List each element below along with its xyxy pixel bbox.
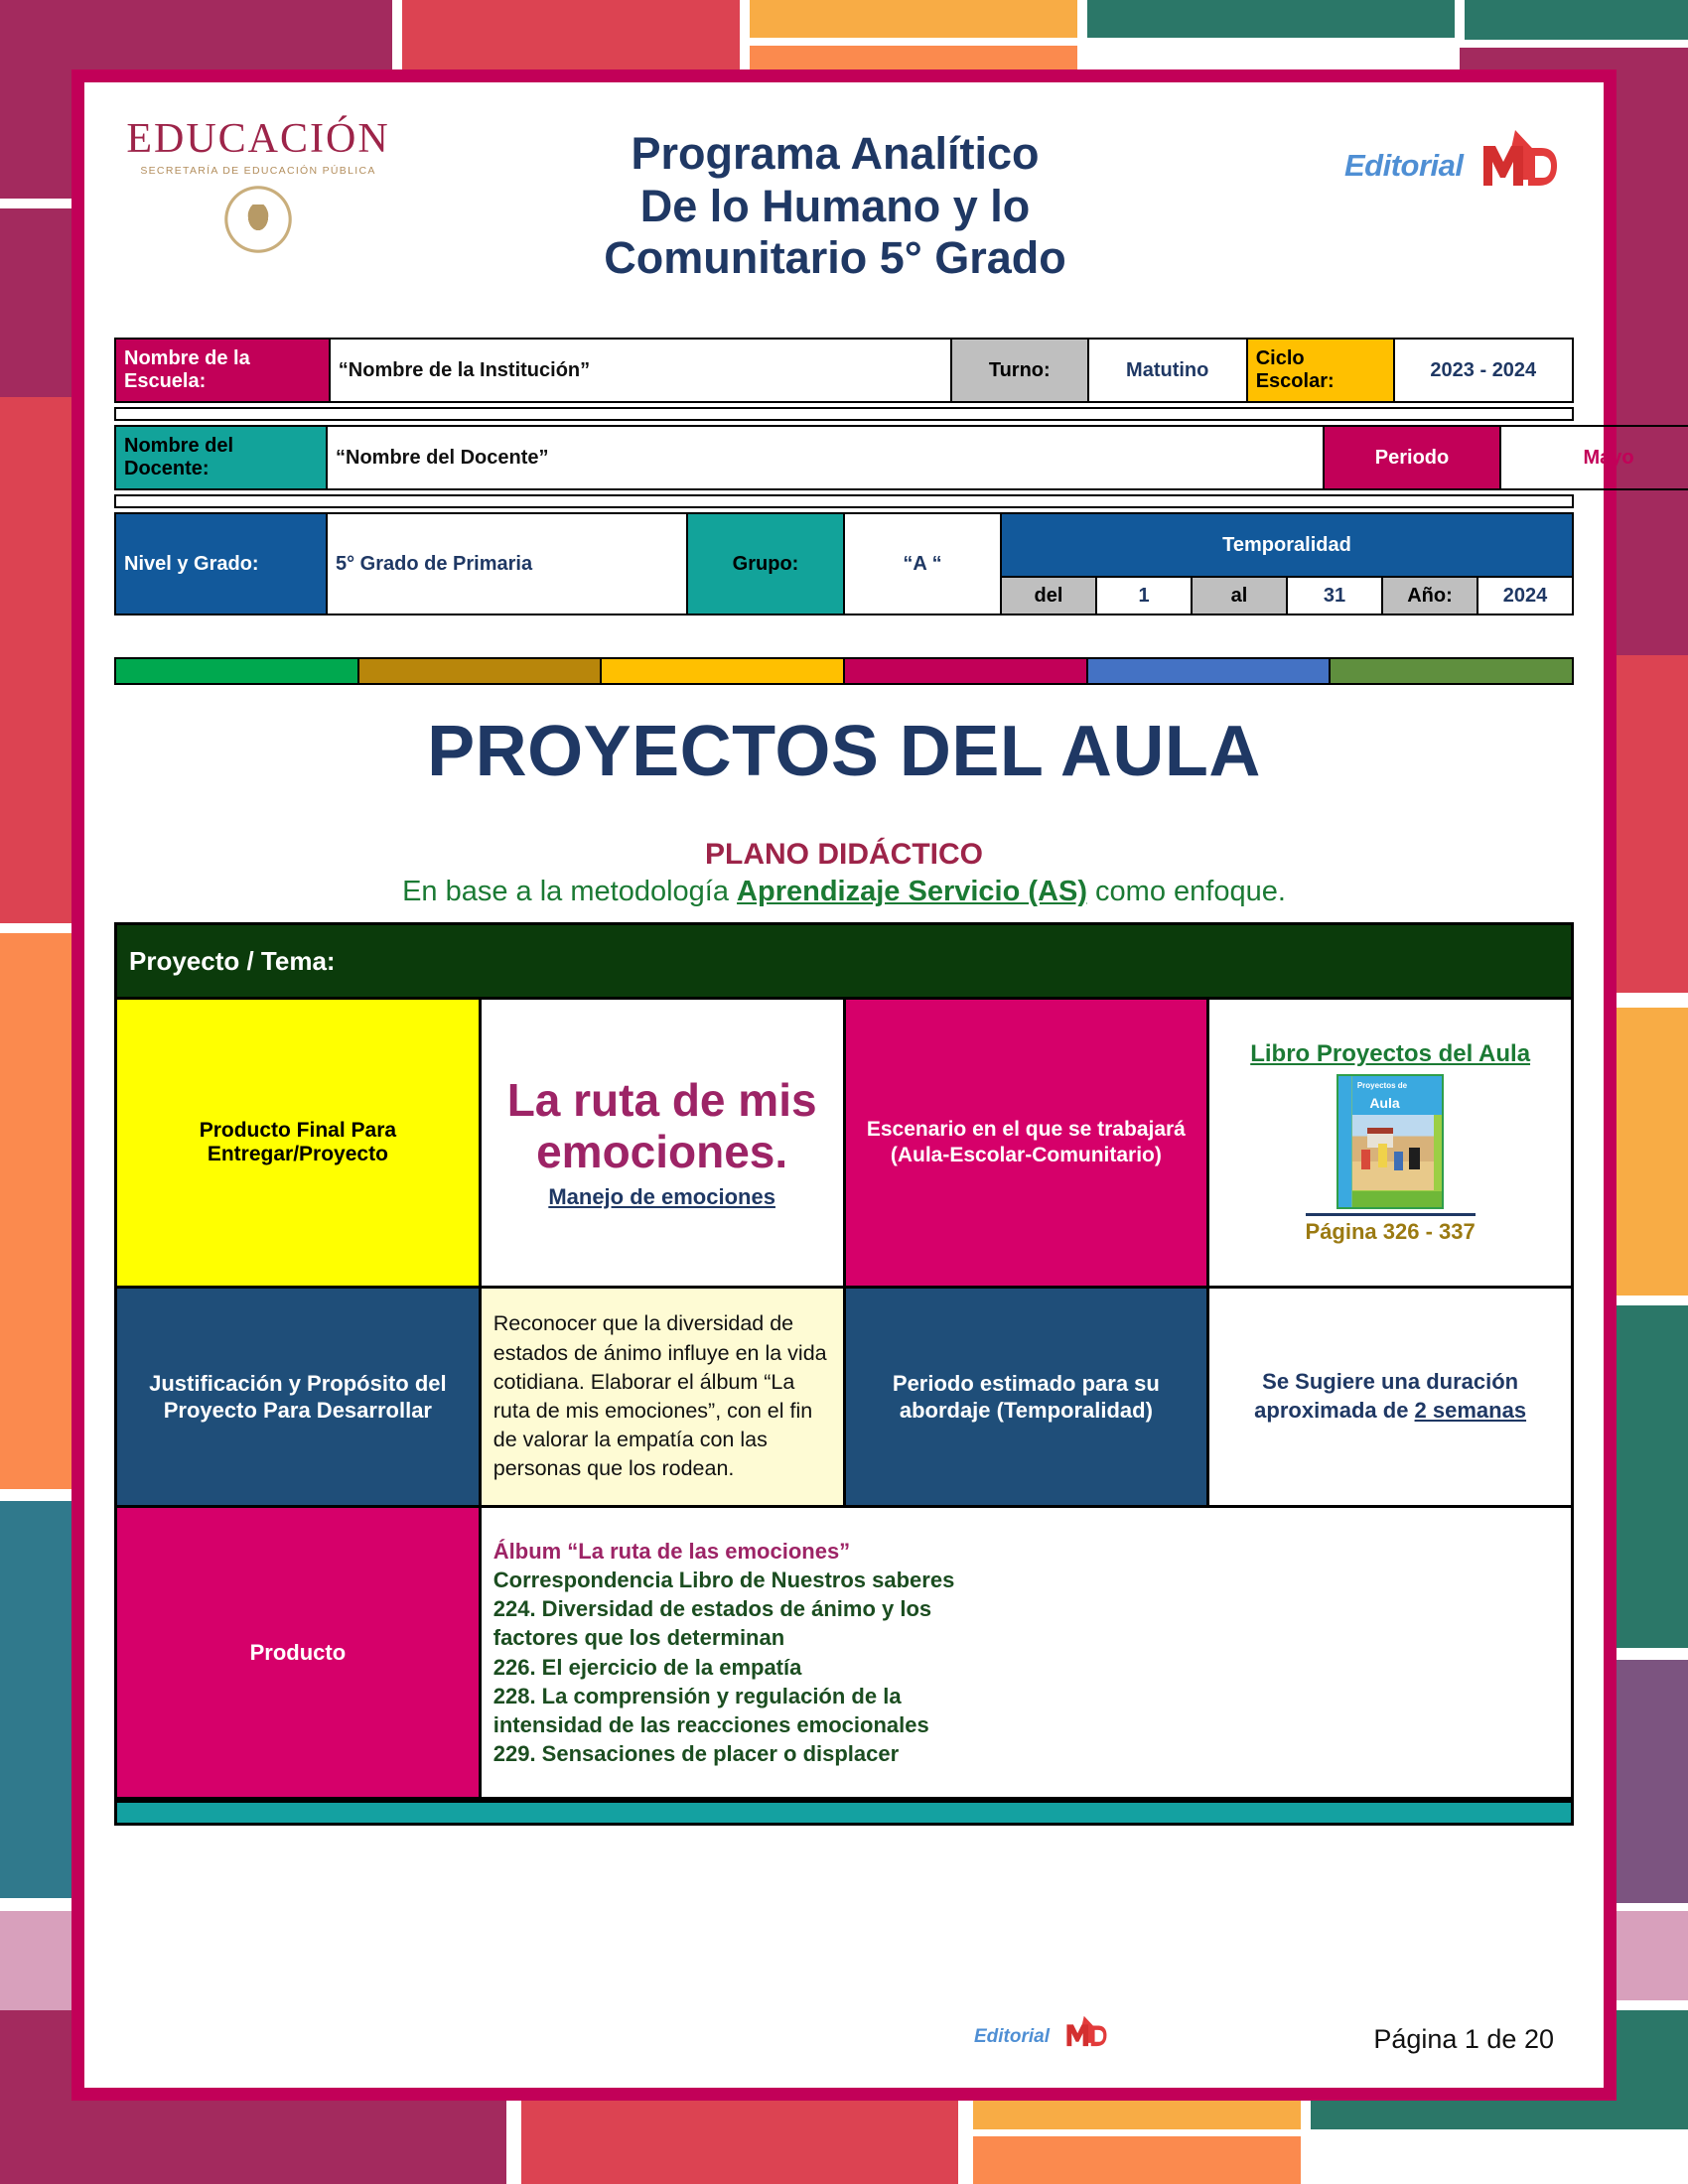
label-turno: Turno: — [951, 339, 1088, 402]
info-spacer-table-2 — [114, 494, 1574, 508]
value-justificacion[interactable]: Reconocer que la diversidad de estados de ánimo influye en la vida cotidiana. Elaborar el álbum “La ruta de mis emociones”, con el fin de valorar la empatía con las personas que los rodean. — [480, 1288, 844, 1507]
producto-line: factores que los determinan — [492, 1625, 785, 1651]
cell-libro — [1208, 999, 1573, 1288]
mexico-seal-icon — [221, 183, 295, 256]
info-spacer-table — [114, 407, 1574, 421]
book-cover-footer — [1352, 1191, 1442, 1207]
color-bar-seg-3 — [602, 659, 845, 683]
project-subtitle: Manejo de emociones — [548, 1183, 775, 1209]
document-page — [71, 69, 1634, 2101]
color-bar-seg-1 — [116, 659, 359, 683]
md-arrow-icon — [1474, 128, 1558, 192]
producto-line: 229. Sensaciones de placer o displacer — [492, 1740, 900, 1766]
book-page-range: Página 326 - 337 — [1306, 1213, 1476, 1245]
project-name: La ruta de mis emociones. — [506, 1074, 817, 1177]
value-ciclo-escolar[interactable]: 2023 - 2024 — [1394, 339, 1573, 402]
label-grupo: Grupo: — [687, 513, 844, 614]
producto-line: Correspondencia Libro de Nuestros saberes — [492, 1568, 955, 1593]
row-docente — [115, 426, 1688, 489]
value-nombre-escuela[interactable]: “Nombre de la Institución” — [330, 339, 951, 402]
producto-line: 226. El ejercicio de la empatía — [492, 1654, 802, 1680]
label-al: al — [1192, 577, 1287, 614]
label-periodo: Periodo — [1324, 426, 1500, 489]
sep-logo-subtitle: SECRETARÍA DE EDUCACIÓN PÚBLICA — [140, 165, 376, 177]
duracion-pre: Se Sugiere una duración aproximada de — [1254, 1369, 1519, 1423]
value-grupo[interactable]: “A “ — [844, 513, 1001, 614]
label-del: del — [1001, 577, 1096, 614]
info-table-docente — [114, 425, 1688, 490]
book-cover-figure-2 — [1378, 1144, 1387, 1167]
methodology-pre: En base a la metodología — [402, 876, 738, 907]
row-escuela — [115, 339, 1573, 402]
sep-logo — [114, 118, 402, 256]
value-anio[interactable]: 2024 — [1477, 577, 1573, 614]
info-table-nivel — [114, 512, 1574, 615]
value-periodo[interactable]: Mayo — [1500, 426, 1688, 489]
footer-editorial-md-logo — [974, 2014, 1103, 2054]
main-table — [114, 922, 1574, 1800]
deco-block — [1465, 0, 1688, 40]
info-divider-cell-2 — [115, 495, 1573, 507]
color-bar-seg-5 — [1088, 659, 1332, 683]
plano-didactico-title: PLANO DIDÁCTICO — [705, 838, 983, 871]
label-producto-final: Producto Final Para Entregar/Proyecto — [116, 999, 481, 1288]
page-number: Página 1 de 20 — [1373, 2024, 1554, 2054]
page-header — [100, 94, 1588, 338]
value-al[interactable]: 31 — [1287, 577, 1382, 614]
page-title — [428, 128, 1242, 285]
value-nivel-grado[interactable]: 5° Grado de Primaria — [327, 513, 687, 614]
row-justificacion — [116, 1288, 1573, 1507]
page-footer — [100, 2010, 1588, 2070]
row-producto — [116, 1507, 1573, 1799]
info-divider-cell — [115, 408, 1573, 420]
color-bar-seg-6 — [1331, 659, 1572, 683]
methodology-post: como enfoque. — [1086, 876, 1286, 907]
label-producto: Producto — [116, 1507, 481, 1799]
producto-title: Álbum “La ruta de las emociones” — [492, 1539, 851, 1565]
book-cover-figure-4 — [1409, 1148, 1420, 1169]
label-nombre-docente: Nombre del Docente: — [115, 426, 327, 489]
footer-editorial-md-word: Editorial — [974, 2026, 1051, 2047]
color-bar — [114, 657, 1574, 685]
methodology-bold: Aprendizaje Servicio (AS) — [737, 876, 1087, 907]
row-producto-final — [116, 999, 1573, 1288]
value-producto[interactable] — [480, 1507, 1572, 1799]
label-temporalidad: Temporalidad — [1001, 513, 1573, 577]
deco-block — [1087, 0, 1455, 38]
label-libro: Libro Proyectos del Aula — [1250, 1040, 1531, 1068]
md-arrow-icon — [1061, 2014, 1107, 2050]
value-turno[interactable]: Matutino — [1088, 339, 1247, 402]
book-cover-title-1: Proyectos de — [1356, 1080, 1408, 1090]
book-cover-image — [1336, 1074, 1444, 1209]
info-table — [114, 338, 1574, 403]
main-table-wrapper — [114, 922, 1574, 1800]
editorial-md-word: Editorial — [1344, 148, 1464, 183]
label-nombre-escuela: Nombre de la Escuela: — [115, 339, 330, 402]
book-cover-title-2: Aula — [1369, 1095, 1400, 1112]
label-escenario: Escenario en el que se trabajará (Aula-Escolar-Comunitario) — [844, 999, 1208, 1288]
producto-line: 228. La comprensión y regulación de la — [492, 1683, 902, 1708]
info-divider-row — [115, 408, 1573, 420]
color-bar-seg-4 — [845, 659, 1088, 683]
label-periodo-estimado: Periodo estimado para su abordaje (Temporalidad) — [844, 1288, 1208, 1507]
book-cover-figure-1 — [1361, 1150, 1370, 1169]
page-title-line-2: De lo Humano y lo — [639, 180, 1031, 231]
label-nivel-grado: Nivel y Grado: — [115, 513, 327, 614]
info-table-wrapper — [114, 338, 1634, 615]
book-cover-figure-3 — [1394, 1152, 1403, 1170]
teal-footer-strip — [114, 1800, 1574, 1826]
row-nivel — [115, 513, 1573, 577]
section-title: PROYECTOS DEL AULA — [427, 712, 1261, 791]
deco-block — [750, 0, 1077, 38]
producto-line: intensidad de las reacciones emocionales — [492, 1711, 929, 1737]
deco-block — [1311, 2136, 1688, 2184]
label-anio: Año: — [1382, 577, 1477, 614]
methodology-line — [100, 876, 1588, 908]
producto-line: 224. Diversidad de estados de ánimo y los — [492, 1596, 932, 1622]
cell-project-name — [480, 999, 844, 1288]
book-page-wrapper — [1213, 1209, 1567, 1245]
page-title-line-1: Programa Analítico — [631, 128, 1040, 179]
page-title-line-3: Comunitario 5° Grado — [604, 232, 1066, 284]
label-justificacion: Justificación y Propósito del Proyecto Para Desarrollar — [116, 1288, 481, 1507]
duracion-bold: 2 semanas — [1414, 1398, 1527, 1423]
info-divider-row-2 — [115, 495, 1573, 507]
value-nombre-docente[interactable]: “Nombre del Docente” — [327, 426, 1324, 489]
deco-block — [973, 2136, 1301, 2184]
row-proyecto-tema — [116, 924, 1573, 999]
value-duracion[interactable] — [1208, 1288, 1573, 1507]
editorial-md-logo — [1344, 128, 1558, 194]
label-ciclo-escolar: Ciclo Escolar: — [1247, 339, 1394, 402]
label-proyecto-tema: Proyecto / Tema: — [116, 924, 1573, 999]
color-bar-seg-2 — [359, 659, 603, 683]
value-del[interactable]: 1 — [1096, 577, 1192, 614]
sep-logo-word: EDUCACIÓN — [126, 116, 390, 162]
